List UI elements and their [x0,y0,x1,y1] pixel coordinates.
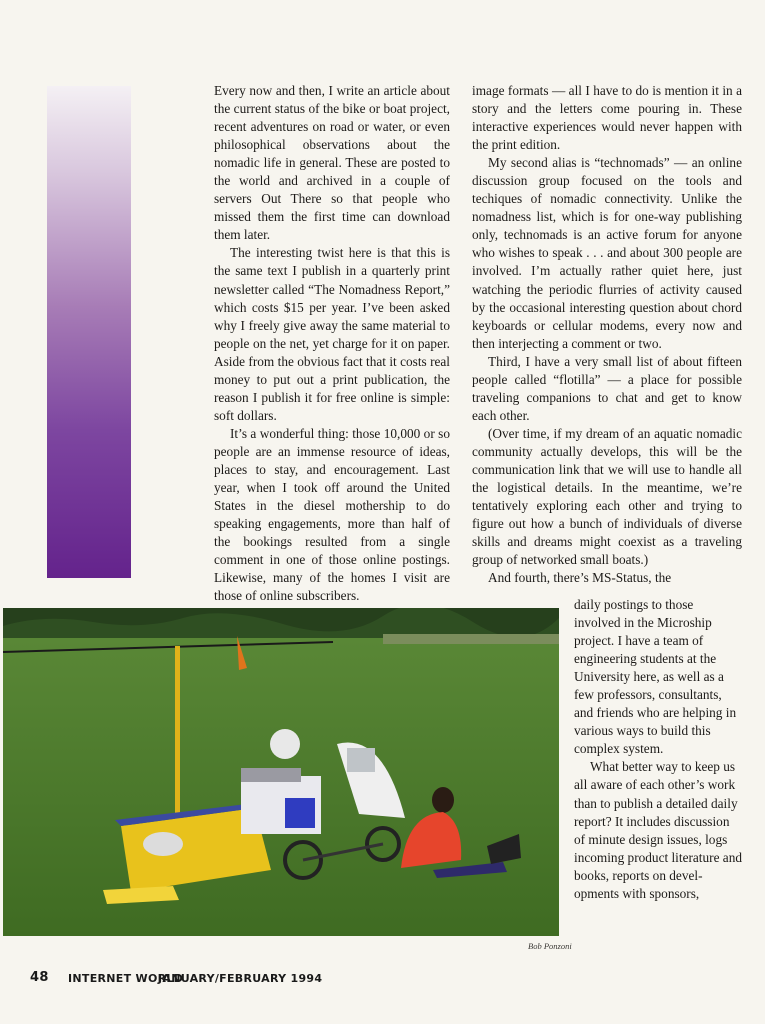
photo-microship-bike-trailer [3,608,559,936]
paragraph: It’s a wonderful thing: those 10,000 or so people are an immense resource of ideas, places to stay, and encouragement. Last year, when I took off around the United States in the diesel mothership to do speaking engagements, more than half of the bookings resulted from a single comment in one of those online postings. Likewise, many of the homes I visit are those of online subscribers. [214,425,450,604]
paragraph: And fourth, there’s MS-Status, the [488,570,672,586]
paragraph: The interesting twist here is that this is the same text I publish in a quarterly print newsletter called “The Nomadness Report,” which costs $15 per year. I’ve been asked why I freely give away the same material to people on the net, yet charge for it on paper. Aside from the obvious fact that it costs real money to put out a print publication, the reason I publish it for free online is simple: soft dollars. [214,245,450,423]
publication-name: INTERNET WORLD [68,972,184,985]
paragraph: My second alias is “technomads” — an online discussion group focused on the tools and techiques of nomadic connectivity. Unlike the nomadness list, which is for one-way publishing only, technomads is an active forum for anyone who wishes to speak . . . and about 300 people are involved. I’m actually rather quiet here, just watching the periodic flurries of activity caused by the occasional interesting question about chord keyboards or cellular modems, every now and then interjecting a comment or two. [472,155,742,351]
left-text-column [214,82,450,641]
paragraph: image formats — all I have to do is mention it in a story and the letters come pouring in. These interactive experiences would never happen with the print edition. [472,83,742,153]
right-text-column [472,82,742,587]
paragraph: Every now and then, I write an article about the current status of the bike or boat project, recent adventures on road or water, or even philosophical observations about the nomadic life in general. These are posted to the world and archived in a couple of servers Out There so that people who missed them the first time can download them later. [214,83,450,243]
narrow-text-column [567,596,742,903]
paragraph: Third, I have a very small list of about fifteen people called “flotilla” — a place for possible traveling companions to chat and get to know each other. [472,353,742,423]
issue-date: JANUARY/FEBRUARY 1994 [158,972,323,985]
paragraph: (Over time, if my dream of an aquatic nomadic community actually develops, this will be the communication link that we will use to handle all the logistical details. In the meantime, we’re tentatively exploring each other and trying to figure out how a bunch of individuals of diverse skills and dreams might coexist as a traveling group of networked small boats.) [472,425,742,568]
paragraph: daily postings to those involved in the Microship project. I have a team of engineering students at the University here, as well as a few professors, consultants, and friends who are helping in various ways to build this complex system. [574,597,737,757]
decorative-gradient-bar [47,86,131,578]
page-number: 48 [30,970,49,985]
photo-credit: Bob Ponzoni [528,941,572,951]
paragraph: What better way to keep us all aware of each other’s work than to publish a detailed daily report? It includes discussion of minute design issues, logs incoming product literature and books, reports on developments with sponsors, [574,759,743,901]
